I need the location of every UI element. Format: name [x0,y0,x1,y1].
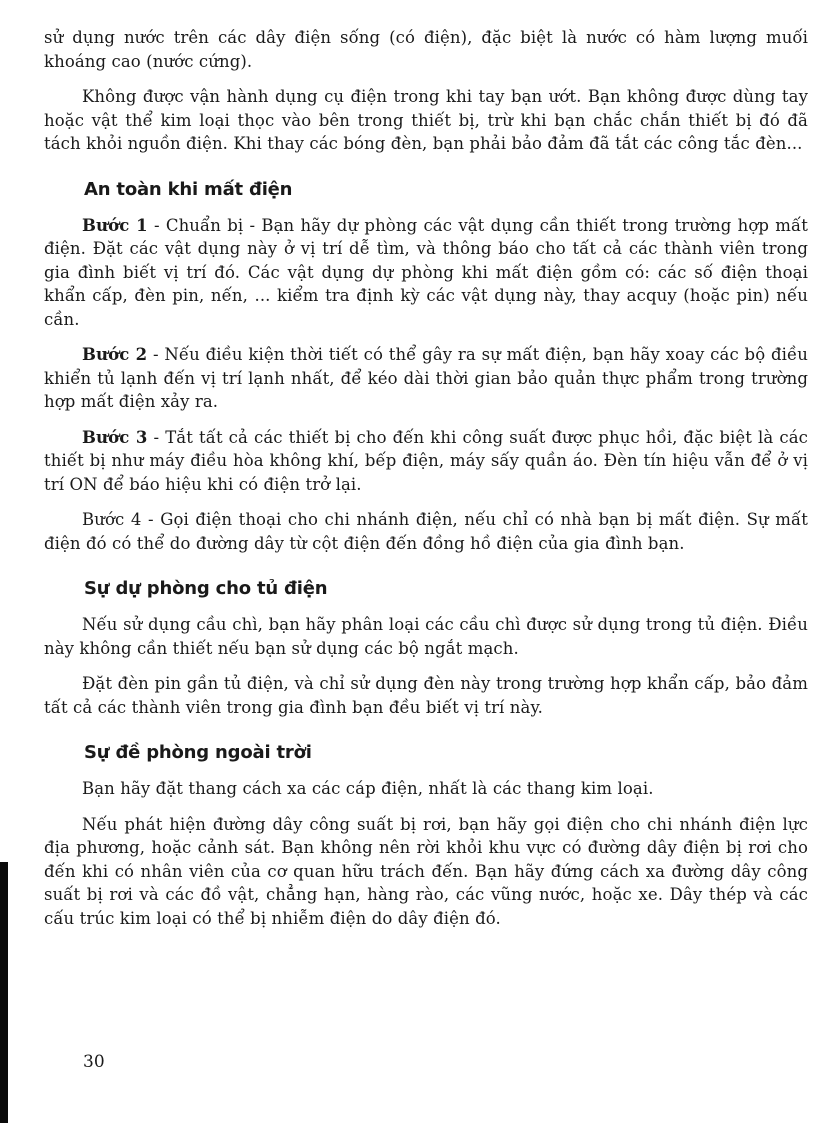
scan-binding-edge [0,862,8,1123]
fuse-box-paragraph-2: Đặt đèn pin gần tủ điện, và chỉ sử dụng đèn này trong trường hợp khẩn cấp, bảo đảm tất cả các thành viên trong gia đình bạn đều biết vị trí này. [44,674,808,717]
step-3-label: Bước 3 [82,427,148,447]
page-number: 30 [83,1052,105,1072]
step-2-paragraph [44,343,808,414]
step-1-text: - Chuẩn bị - Bạn hãy dự phòng các vật dụng cần thiết trong trường hợp mất điện. Đặt các vật dụng này ở vị trí dễ tìm, và thông báo cho tất cả các thành viên trong gia đình biết vị trí đó. Các vật dụng dự phòng khi mất điện gồm có: các số điện thoại khẩn cấp, đèn pin, nến, ... kiểm tra định kỳ các vật dụng này, thay acquy (hoặc pin) nếu cần. [44,215,808,329]
step-3-paragraph [44,426,808,497]
step-2-label: Bước 2 [82,345,148,364]
fuse-box-paragraph-1: Nếu sử dụng cầu chì, bạn hãy phân loại các cầu chì được sử dụng trong tủ điện. Điều này không cần thiết nếu bạn sử dụng các bộ ngắt mạch. [44,615,808,658]
outdoor-paragraph-2: Nếu phát hiện đường dây công suất bị rơi, bạn hãy gọi điện cho chi nhánh điện lực địa phương, hoặc cảnh sát. Bạn không nên rời khỏi khu vực có đường dây điện bị rơi cho đến khi có nhân viên của cơ quan hữu trách đến. Bạn hãy đứng cách xa đường dây công suất bị rơi và các đồ vật, chẳng hạn, hàng rào, các vũng nước, hoặc xe. Dây thép và các cấu trúc kim loại có thể bị nhiễm điện do dây điện đó. [44,814,808,928]
heading-power-outage: An toàn khi mất điện [84,178,293,200]
heading-outdoor: Sự đề phòng ngoài trời [84,742,312,763]
step-1-label: Bước 1 [82,215,148,235]
step-3-text: - Tắt tất cả các thiết bị cho đến khi công suất được phục hồi, đặc biệt là các thiết bị như máy điều hòa không khí, bếp điện, máy sấy quần áo. Đèn tín hiệu vẫn để ở vị trí ON để báo hiệu khi có điện trở lại. [44,427,808,494]
heading-fuse-box: Sự dự phòng cho tủ điện [84,578,328,599]
step-1-paragraph [44,214,808,332]
intro-paragraph-2: Không được vận hành dụng cụ điện trong khi tay bạn ướt. Bạn không được dùng tay hoặc vật thể kim loại thọc vào bên trong thiết bị, trừ khi bạn chắc chắn thiết bị đó đã tách khỏi nguồn điện. Khi thay các bóng đèn, bạn phải bảo đảm đã tắt các công tắc đèn... [44,87,808,153]
page-content [44,26,808,942]
step-2-text: - Nếu điều kiện thời tiết có thể gây ra sự mất điện, bạn hãy xoay các bộ điều khiển tủ lạnh đến vị trí lạnh nhất, để kéo dài thời gian bảo quản thực phẩm trong trường hợp mất điện xảy ra. [44,345,808,411]
intro-paragraph-1: sử dụng nước trên các dây điện sống (có điện), đặc biệt là nước có hàm lượng muối khoáng cao (nước cứng). [44,28,808,71]
outdoor-paragraph-1: Bạn hãy đặt thang cách xa các cáp điện, nhất là các thang kim loại. [82,779,654,798]
step-4-paragraph: Bước 4 - Gọi điện thoại cho chi nhánh điện, nếu chỉ có nhà bạn bị mất điện. Sự mất điện đó có thể do đường dây từ cột điện đến đồng hồ điện của gia đình bạn. [44,510,808,553]
